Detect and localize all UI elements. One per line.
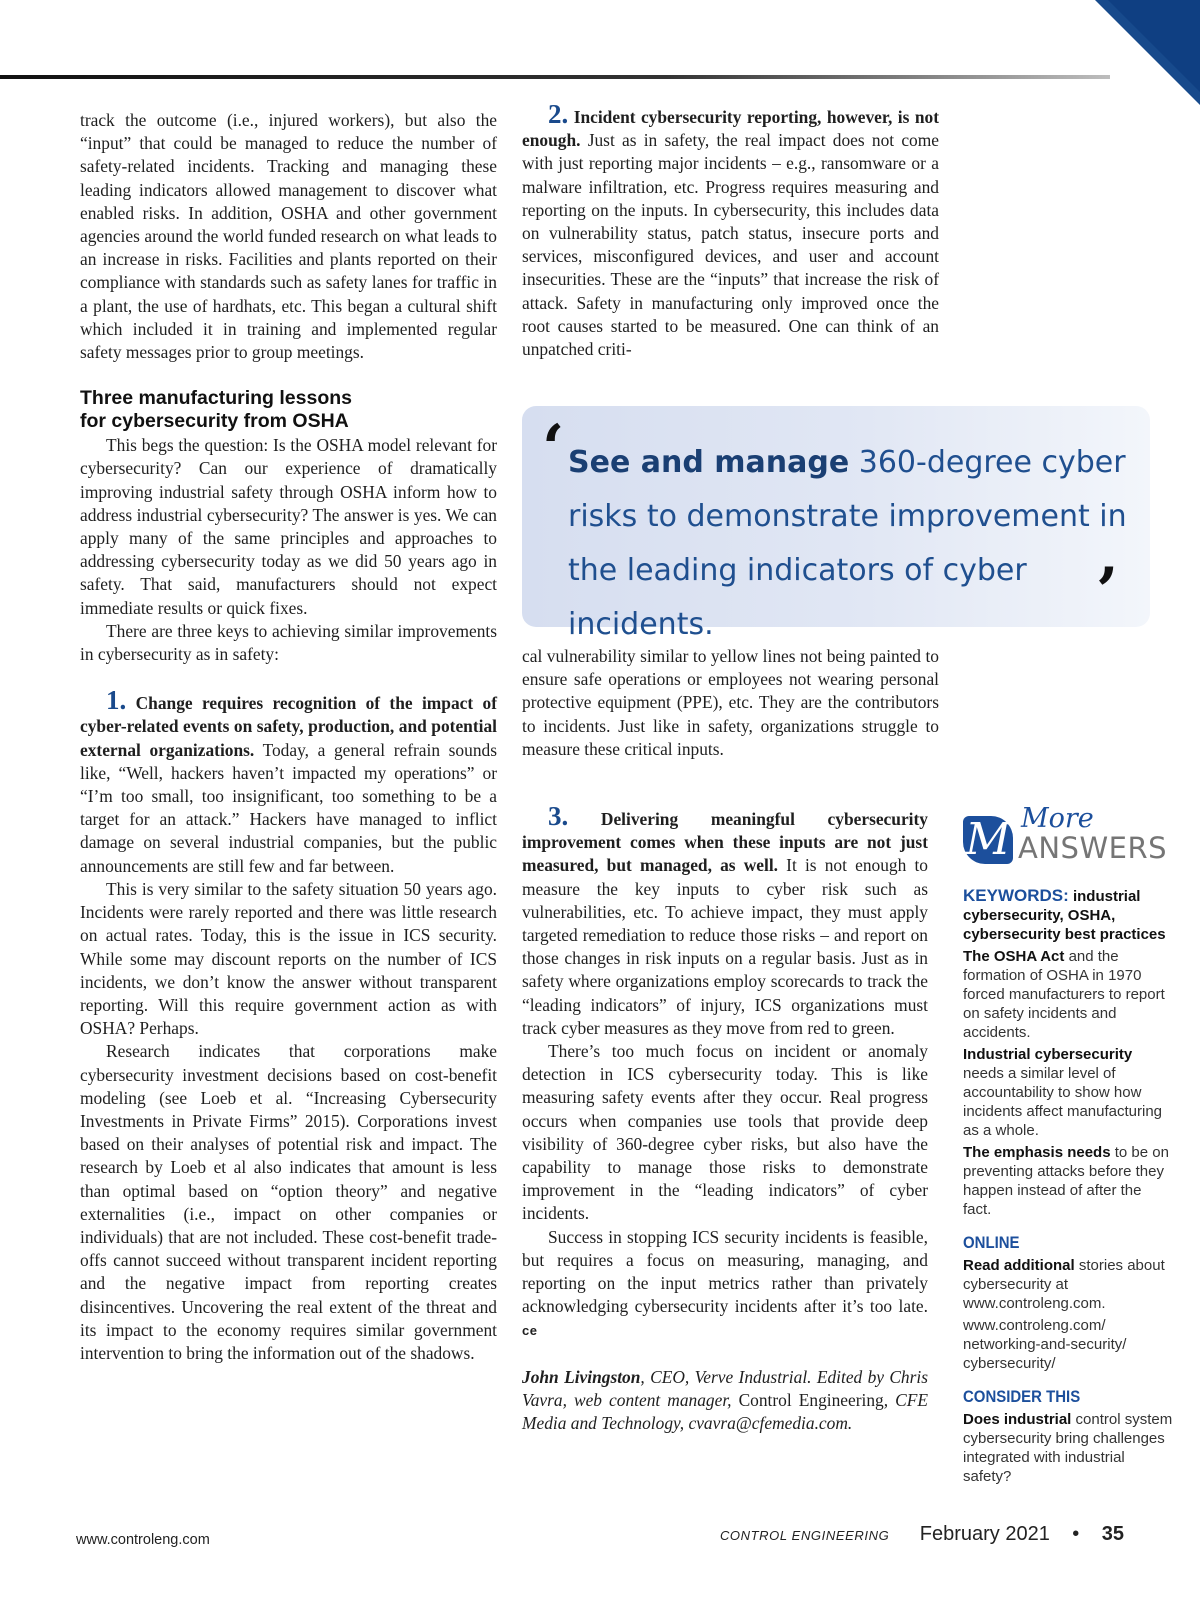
pull-quote-lead: See and manage [568, 445, 850, 480]
paragraph-success [522, 1226, 928, 1343]
article-column-left [80, 109, 497, 1365]
section-heading-line1: Three manufacturing lessons [80, 387, 352, 410]
consider-lead: Does industrial [963, 1411, 1072, 1428]
quote-open-mark: ‘ [542, 411, 565, 486]
byline [522, 1366, 928, 1436]
quote-close-mark: ’ [1096, 554, 1119, 629]
paragraph-research: Research indicates that corporations make cybersecurity investment decisions based on cost-benefit modeling (see Loeb et al. “Increasing Cybersecurity Investments in Private Firms” 2015). Corporations invest based on their analyses of potential risk and impact. The research by Loeb et al also indicates that amount is less than optimal based on “option theory” and negative externalities (i.e., impact on other companies or individuals) that are not included. These cost-benefit trade-offs cannot succeed without transparent incident reporting and the negative impact from reporting creates disincentives. Uncovering the real extent of the threat and its impact to the economy requires similar government intervention to bring the information out of the shadows. [80, 1041, 497, 1363]
consider-body: control system cybersecurity bring challenges integrated with industrial safety? [963, 1411, 1173, 1485]
byline-role: , CEO, Verve Industrial. Edited by Chris Vavra, web content manager, [522, 1366, 928, 1410]
keywords [963, 886, 1173, 944]
logo-more: More [1021, 803, 1094, 834]
more-answers-logo [963, 803, 1173, 874]
header-rule [0, 75, 1110, 79]
online-body: stories about cybersecurity at www.controleng.com. [963, 1257, 1165, 1312]
key-number-3: 3. [548, 801, 569, 831]
key-point-3 [522, 801, 929, 1040]
consider-heading: CONSIDER THIS [963, 1387, 1081, 1406]
pull-quote-body: 360-degree cyber risks to demonstrate improvement in the leading indicators of cyber incidents. [568, 445, 1127, 642]
sidebar-point-1 [963, 947, 1173, 1042]
paragraph-keys: There are three keys to achieving similar improvements in cybersecurity as in safety: [80, 620, 497, 665]
key-point-2 [522, 99, 939, 361]
footer-url[interactable]: www.controleng.com [76, 1532, 210, 1548]
paragraph-similar: This is very similar to the safety situation 50 years ago. Incidents were rarely reported and there was little research on actual rates. Today, this is the issue in ICS security. While some may discount reports on the number of ICS incidents, we don’t know the answer without transparent reporting. Will this require government action as with OSHA? Perhaps. [80, 878, 497, 1039]
point-2-lead: Industrial cybersecurity [963, 1046, 1133, 1063]
article-column-right-middle [522, 645, 939, 761]
footer-magazine: CONTROL ENGINEERING [719, 1528, 890, 1543]
keywords-label: KEYWORDS: [963, 886, 1069, 905]
paragraph-continued: cal vulnerability similar to yellow lines not being painted to ensure safe operations or employees not wearing personal protective equipment (PPE), etc. They are the contributors to incidents. Just like in safety, organizations struggle to measure these critical inputs. [522, 646, 939, 759]
logo-answers: ANSWERS [1018, 831, 1167, 865]
key-point-1 [80, 685, 497, 878]
footer-info [720, 1523, 1124, 1546]
paragraph-focus: There’s too much focus on incident or anomaly detection in ICS cybersecurity today. This is like measuring safety events after they occur. Real progress occurs when companies use tools that provide deep visibility of 360-degree cyber risks, but also have the capability to manage those risks to demonstrate improvement in the “leading indicators” of cyber incidents. [522, 1041, 928, 1224]
article-column-right-bottom [522, 801, 929, 1435]
consider-text [963, 1410, 1173, 1486]
online-heading: ONLINE [963, 1233, 1020, 1252]
keywords-list: industrial cybersecurity, OSHA, cybersecurity best practices [963, 888, 1166, 943]
online-text [963, 1256, 1173, 1313]
key-text-2: Just as in safety, the real impact does not come with just reporting major incidents – e.g., ransomware or a malware infiltration, etc. Progress requires measuring and reporting on the inputs. In cybersecurity, this includes data on vulnerability status, patch status, insecure ports and services, misconfigured devices, and user and account insecurities. These are the “inputs” that increase the risk of attack. Safety in manufacturing only improved once the root causes started to be measured. One can think of an unpatched criti- [522, 130, 939, 360]
key-lead-2: Incident cybersecurity reporting, however, is not enough. [522, 107, 939, 151]
success-text: Success in stopping ICS security incidents is feasible, but requires a focus on measuring, managing, and reporting on the input metrics rather than privately acknowledging cybersecurity incidents after it’s too late. [522, 1226, 928, 1317]
pull-quote-text [568, 436, 1158, 652]
point-2-text: needs a similar level of accountability to show how incidents affect manufacturing as a whole. [963, 1065, 1163, 1139]
key-number-1: 1. [106, 685, 127, 716]
key-text-3: It is not enough to measure the key inputs to cyber risk such as vulnerabilities, etc. To achieve impact, they must apply targeted remediation to reduce those risks – and report on those changes in risk inputs on a regular basis. Just as in safety where organizations employ scorecards to track the “leading indicators” of injury, ICS organizations must track cyber measures as they move from red to green. [522, 855, 929, 1038]
point-1-text: and the formation of OSHA in 1970 forced manufacturers to report on safety incidents and accidents. [963, 948, 1165, 1041]
paragraph-question: This begs the question: Is the OSHA model relevant for cybersecurity? Can our experience of dramatically improving industrial safety through OSHA inform how to address industrial cybersecurity? The answer is yes. We can apply many of the same principles and approaches to addressing cybersecurity today as we did 50 years ago in safety. That said, manufacturers should not expect immediate results or quick fixes. [80, 435, 497, 618]
byline-publication: Control Engineering [738, 1389, 884, 1410]
section-heading [80, 387, 497, 433]
footer-bullet: • [1072, 1523, 1080, 1545]
end-mark: ce [522, 1323, 538, 1339]
key-lead-3: Delivering meaningful cybersecurity improvement comes when these inputs are not just measured, but managed, as well. [522, 809, 928, 876]
article-column-right-top [522, 99, 939, 361]
page-number: 35 [1101, 1523, 1124, 1545]
footer-date: February 2021 [919, 1523, 1050, 1545]
key-number-2: 2. [548, 99, 569, 129]
sidebar-point-3 [963, 1143, 1173, 1219]
point-3-text: to be on preventing attacks before they happen instead of after the fact. [963, 1144, 1169, 1218]
logo-m-icon: M [963, 816, 1013, 864]
more-answers-sidebar [963, 803, 1173, 1489]
section-heading-line2: for cybersecurity from OSHA [80, 410, 349, 433]
corner-accent-inner [1108, 0, 1200, 92]
point-1-lead: The OSHA Act [963, 948, 1065, 965]
point-3-lead: The emphasis needs [963, 1144, 1111, 1161]
key-lead-1: Change requires recognition of the impact of cyber-related events on safety, production, and potential external organizations. [80, 693, 497, 760]
key-text-1: Today, a general refrain sounds like, “Well, hackers haven’t impacted my operations” or “I’m too small, too insignificant, too something to be a target for an attack.” Hackers have managed to inflict damage on several industrial companies, but the public announcements are still few and far between. [80, 739, 497, 876]
online-link[interactable]: www.controleng.com/ networking-and-security/ cybersecurity/ [963, 1317, 1127, 1372]
online-lead: Read additional [963, 1257, 1075, 1274]
byline-contact: , CFE Media and Technology, cvavra@cfemedia.com. [522, 1389, 928, 1434]
byline-author: John Livingston [522, 1366, 641, 1387]
paragraph-intro: track the outcome (i.e., injured workers), but also the “input” that could be managed to reduce the number of safety-related incidents. Tracking and managing these leading indicators allowed management to discover what enabled risks. In addition, OSHA and other government agencies around the world funded research on what leads to an increase in risks. Facilities and plants reported on their compliance with standards such as safety lanes for traffic in a plant, the use of hardhats, etc. This began a cultural shift which included it in training and implemented regular safety messages prior to group meetings. [80, 110, 497, 363]
sidebar-point-2 [963, 1045, 1173, 1140]
